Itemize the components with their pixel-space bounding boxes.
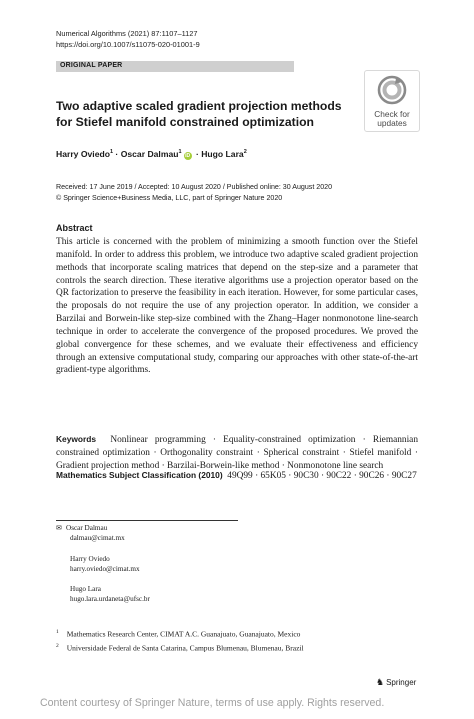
author-affiliation-mark: 1 (109, 149, 114, 156)
publisher-logo (376, 677, 416, 688)
affiliation-text: Mathematics Research Center, CIMAT A.C. Guanajuato, Guanajuato, Mexico (66, 629, 301, 639)
author-separator: · (113, 149, 121, 159)
springer-horse-icon: ♞ (376, 677, 385, 687)
keywords-label: Keywords (56, 434, 97, 444)
copyright-notice: Content courtesy of Springer Nature, terms of use apply. Rights reserved. (40, 697, 385, 709)
dates-line: Received: 17 June 2019 / Accepted: 10 August 2020 / Published online: 30 August 2020 (56, 183, 333, 191)
contact-block (56, 523, 150, 605)
affiliation-1 (56, 629, 300, 639)
check-for-updates-icon (377, 75, 407, 105)
doi-link[interactable]: https://doi.org/10.1007/s11075-020-01001-9 (56, 39, 200, 49)
affiliation-number: 1 (56, 629, 59, 635)
check-for-updates-line2: updates (377, 118, 407, 128)
journal-citation: Numerical Algorithms (2021) 87:1107–1127 (56, 29, 198, 38)
contact-name: Oscar Dalmau (66, 524, 108, 532)
paper-title-line2: for Stiefel manifold constrained optimization (56, 114, 314, 129)
author-affiliation-mark: 2 (243, 149, 247, 156)
author-list (56, 149, 247, 160)
paper-title-line1: Two adaptive scaled gradient projection methods (56, 99, 342, 113)
contact-name: Hugo Lara (70, 585, 101, 594)
footnote-divider (56, 520, 238, 521)
contact-name: Harry Oviedo (70, 554, 110, 563)
author-affiliation-mark: 1 (178, 149, 182, 156)
keywords-paragraph (56, 433, 418, 473)
msc-paragraph (56, 469, 418, 483)
contact-email[interactable]: harry.oviedo@cimat.mx (70, 564, 140, 573)
affiliation-2 (56, 643, 304, 653)
copyright-line: © Springer Science+Business Media, LLC, part of Springer Nature 2020 (56, 193, 283, 202)
author-name[interactable]: Hugo Lara (201, 149, 244, 159)
article-type-label: ORIGINAL PAPER (60, 62, 123, 69)
affiliation-number: 2 (56, 643, 59, 649)
author-name[interactable]: Harry Oviedo (56, 149, 110, 159)
check-for-updates-line1: Check for (374, 109, 410, 119)
msc-label: Mathematics Subject Classification (2010) (56, 470, 223, 480)
author-name[interactable]: Oscar Dalmau (120, 149, 179, 159)
abstract-heading: Abstract (56, 223, 93, 233)
paper-title (56, 99, 356, 130)
journal-header (56, 29, 200, 50)
check-for-updates-badge[interactable] (364, 70, 420, 132)
msc-codes: 49Q99 · 65K05 · 90C30 · 90C22 · 90C26 · 90C27 (227, 471, 417, 481)
publication-info (56, 182, 332, 203)
orcid-icon[interactable]: iD (185, 153, 191, 159)
abstract-body: This article is concerned with the problem of minimizing a smooth function over the Stiefel manifold. In order to address this problem, we introduce two adaptive scaled gradient projection methods that incorporate scaling matrices that depend on the step-size and a parameter that controls the search direction. These iterative algorithms use a projection operator based on the QR factorization to preserve the feasibility in each iteration. However, for some particular cases, the proposals do not require the use of any projection operator. In addition, we consider a Barzilai and Borwein-like step-size combined with the Zhang–Hager nonmonotone line-search technique in order to accelerate the convergence of the proposed procedures. We proved the global convergence for these schemes, and we evaluate their effectiveness and efficiency through an extensive computational study, comparing our approaches with other state-of-the-art gradient-type algorithms. (56, 237, 418, 376)
envelope-icon: ✉ (56, 524, 62, 532)
contact-email[interactable]: dalmau@cimat.mx (70, 534, 125, 543)
contact-email[interactable]: hugo.lara.urdaneta@ufsc.br (70, 595, 150, 604)
keywords-list: Nonlinear programming · Equality-constrained optimization · Riemannian constrained optimization · Orthogonality constraint · Spherical constraint · Stiefel manifold · Gradient projection method · Barzilai-Borwein-like method · Nonmonotone line search (56, 435, 418, 471)
article-type-badge (56, 61, 294, 72)
publisher-name: Springer (386, 678, 417, 687)
affiliation-text: Universidade Federal de Santa Catarina, Campus Blumenau, Blumenau, Brazil (66, 643, 304, 653)
author-separator: · (193, 149, 202, 159)
